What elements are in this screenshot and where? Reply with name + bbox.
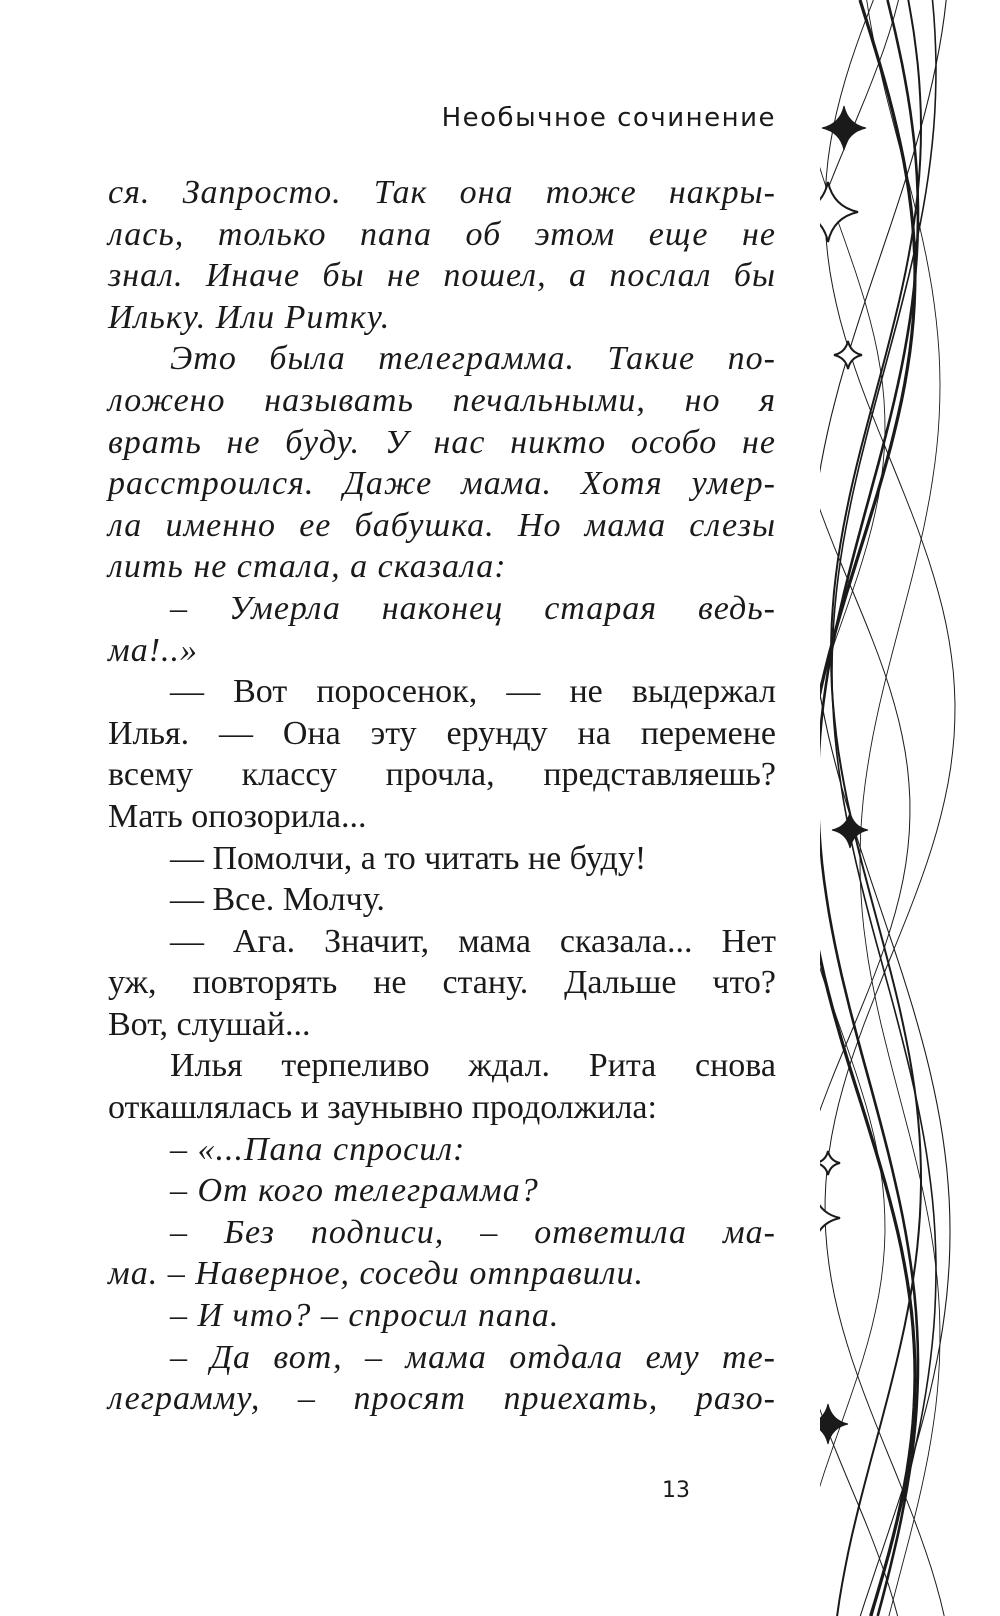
text-line: Илья. — Она эту ерунду на перемене (108, 714, 776, 752)
text-line: знал. Иначе бы не пошел, а послал бы (108, 257, 776, 295)
sparkle-star-icon (820, 1192, 840, 1244)
text-line: ма!..» (108, 631, 199, 669)
text-line: врать не буду. У нас никто особо не (108, 423, 776, 461)
sparkle-star-icon (820, 1404, 848, 1444)
text-line: – От кого телеграмма? (170, 1172, 539, 1210)
wavy-line (820, 0, 950, 1616)
wavy-line (820, 0, 918, 1616)
sparkle-star-icon (820, 1151, 840, 1175)
sparkle-star-icon (820, 182, 858, 242)
text-line: — Ага. Значит, мама сказала... Нет (170, 922, 776, 960)
decorative-ornament (820, 0, 1000, 1616)
text-line: – Умерла наконец старая ведь- (170, 589, 776, 627)
text-line: леграмму, – просят приехать, разо- (108, 1380, 776, 1418)
wavy-line (820, 0, 910, 1616)
text-line: уж, повторять не стану. Дальше что? (108, 964, 776, 1002)
text-line: Вот, слушай... (108, 1005, 311, 1043)
body-text (108, 172, 776, 1420)
page-number: 13 (662, 1478, 690, 1503)
text-line: ложено называть печальными, но я (108, 381, 776, 419)
text-line: расстроился. Даже мама. Хотя умер- (108, 465, 776, 503)
text-line: Илья терпеливо ждал. Рита снова (170, 1047, 776, 1085)
text-line: Ильку. Или Ритку. (108, 298, 391, 336)
text-line: Мать опозорила... (108, 797, 367, 835)
text-line: — Все. Молчу. (170, 881, 385, 919)
text-line: – И что? – спросил папа. (170, 1297, 560, 1335)
sparkle-star-icon (832, 812, 868, 848)
text-line: лить не стала, а сказала: (108, 548, 507, 586)
text-line: – Без подписи, – ответила ма- (170, 1213, 776, 1251)
wavy-line (820, 0, 885, 1616)
text-line: – Да вот, – мама отдала ему те- (170, 1338, 776, 1376)
text-line: – «...Папа спросил: (170, 1130, 466, 1168)
text-line: — Помолчи, а то читать не буду! (170, 839, 647, 877)
text-line: Это была телеграмма. Такие по- (170, 340, 776, 378)
text-line: ла именно ее бабушка. Но мама слезы (108, 506, 776, 544)
text-line: всему классу прочла, представляешь? (108, 756, 776, 794)
sparkle-star-icon (834, 341, 862, 369)
text-line: — Вот поросенок, — не выдержал (170, 673, 776, 711)
text-line: лась, только папа об этом еще не (108, 215, 776, 253)
wavy-line (820, 0, 915, 1616)
text-line: ся. Запросто. Так она тоже накры- (108, 174, 776, 211)
text-line: откашлялась и заунывно продолжила: (108, 1089, 657, 1127)
text-line: ма. – Наверное, соседи отправили. (108, 1255, 645, 1293)
running-title: Необычное сочинение (441, 103, 776, 133)
